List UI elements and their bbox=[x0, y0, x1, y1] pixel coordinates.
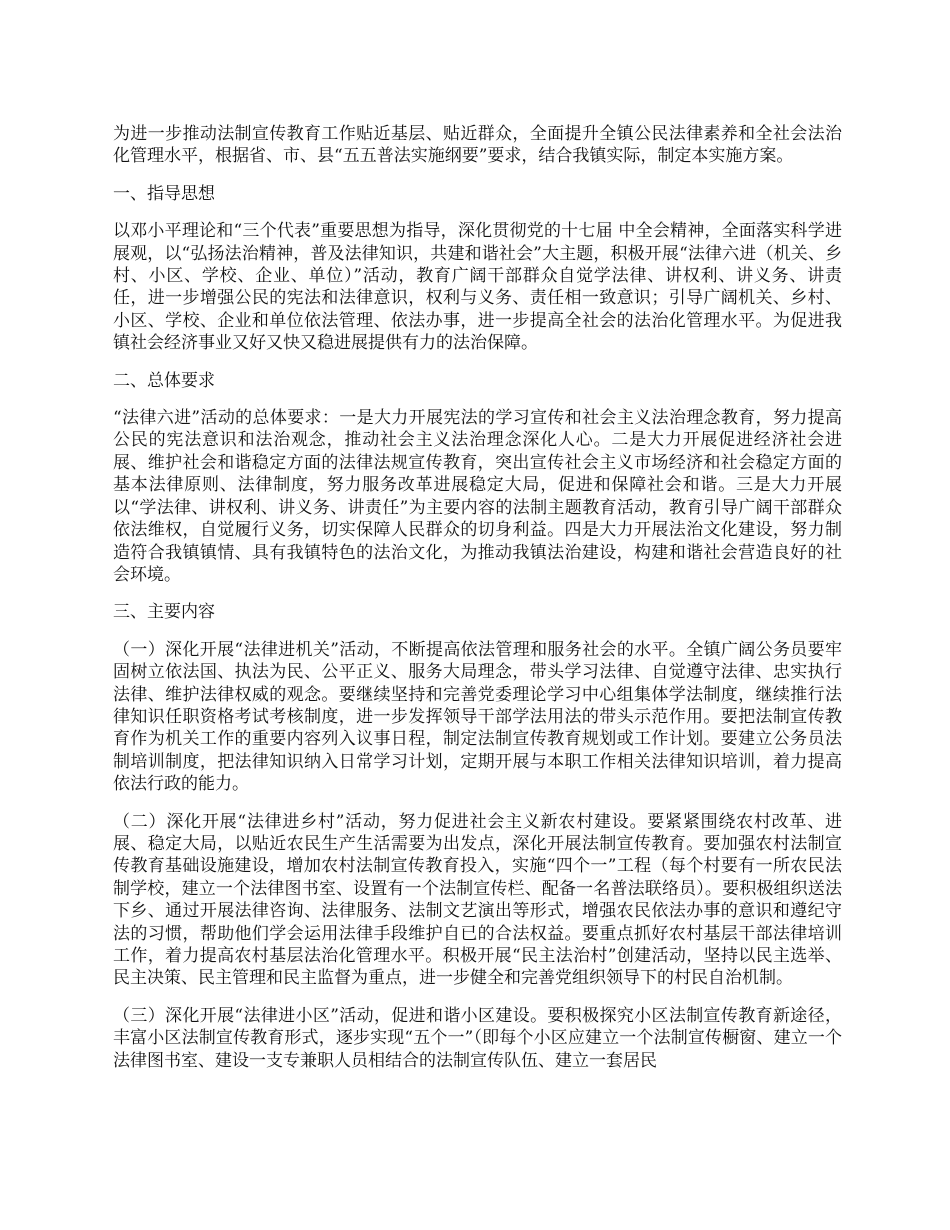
intro-paragraph: 为进一步推动法制宣传教育工作贴近基层、贴近群众，全面提升全镇公民法律素养和全社会法治化管理水平，根据省、市、县“五五普法实施纲要”要求，结合我镇实际，制定本实施方案。 bbox=[113, 124, 842, 167]
content-item-villages: （二）深化开展“法律进乡村”活动，努力促进社会主义新农村建设。要紧紧围绕农村改革、进展、稳定大局，以贴近农民生产生活需要为出发点，深化开展法制宣传教育。要加强农村法制宣传教育基础设施建设，增加农村法制宣传教育投入，实施“四个一”工程（每个村要有一所农民法制学校，建立一个法律图书室、设置有一个法制宣传栏、配备一名普法联络员）。要积极组织送法下乡、通过开展法律咨询、法律服务、法制文艺演出等形式，增强农民依法办事的意识和遵纪守法的习惯，帮助他们学会运用法律手段维护自已的合法权益。要重点抓好农村基层干部法律培训工作，着力提高农村基层法治化管理水平。积极开展“民主法治村”创建活动，坚持以民主选举、民主决策、民主管理和民主监督为重点，进一步健全和完善党组织领导下的村民自治机制。 bbox=[113, 811, 842, 989]
guiding-ideology-paragraph: 以邓小平理论和“三个代表”重要思想为指导，深化贯彻党的十七届 中全会精神，全面落实科学进展观，以“弘扬法治精神，普及法律知识，共建和谐社会”大主题，积极开展“法律六进（机关、乡村、小区、学校、企业、单位）”活动，教育广阔干部群众自觉学法律、讲权利、讲义务、讲责任，进一步增强公民的宪法和法律意识，权利与义务、责任相一致意识；引导广阔机关、乡村、小区、学校、企业和单位依法管理、依法办事，进一步提高全社会的法治化管理水平。为促进我镇社会经济事业又好又快又稳进展提供有力的法治保障。 bbox=[113, 221, 842, 354]
content-item-communities: （三）深化开展“法律进小区”活动，促进和谐小区建设。要积极探究小区法制宣传教育新途径，丰富小区法制宣传教育形式，逐步实现“五个一”（即每个小区应建立一个法制宣传橱窗、建立一个法律图书室、建设一支专兼职人员相结合的法制宣传队伍、建立一套居民 bbox=[113, 1005, 842, 1071]
general-requirements-paragraph: “法律六进”活动的总体要求：一是大力开展宪法的学习宣传和社会主义法治理念教育，努力提高公民的宪法意识和法治观念，推动社会主义法治理念深化人心。二是大力开展促进经济社会进展、维护社会和谐稳定方面的法律法规宣传教育，突出宣传社会主义市场经济和社会稳定方面的基本法律原则、法律制度，努力服务改革进展稳定大局，促进和保障社会和谐。三是大力开展以“学法律、讲权利、讲义务、讲责任”为主要内容的法制主题教育活动，教育引导广阔干部群众依法维权，自觉履行义务，切实保障人民群众的切身利益。四是大力开展法治文化建设，努力制造符合我镇镇情、具有我镇特色的法治文化，为推动我镇法治建设，构建和谐社会营造良好的社会环境。 bbox=[113, 408, 842, 585]
section-heading-general-requirements: 二、总体要求 bbox=[113, 370, 215, 391]
section-heading-main-content: 三、主要内容 bbox=[113, 602, 215, 623]
content-item-organs: （一）深化开展“法律进机关”活动，不断提高依法管理和服务社会的水平。全镇广阔公务员要牢固树立依法国、执法为民、公平正义、服务大局理念，带头学习法律、自觉遵守法律、忠实执行法律、维护法律权威的观念。要继续坚持和完善党委理论学习中心组集体学法制度，继续推行法律知识任职资格考试考核制度，进一步发挥领导干部学法用法的带头示范作用。要把法制宣传教育作为机关工作的重要内容列入议事日程，制定法制宣传教育规划或工作计划。要建立公务员法制培训制度，把法律知识纳入日常学习计划，定期开展与本职工作相关法律知识培训，着力提高依法行政的能力。 bbox=[113, 639, 842, 795]
section-heading-guiding-ideology: 一、指导思想 bbox=[113, 183, 215, 204]
